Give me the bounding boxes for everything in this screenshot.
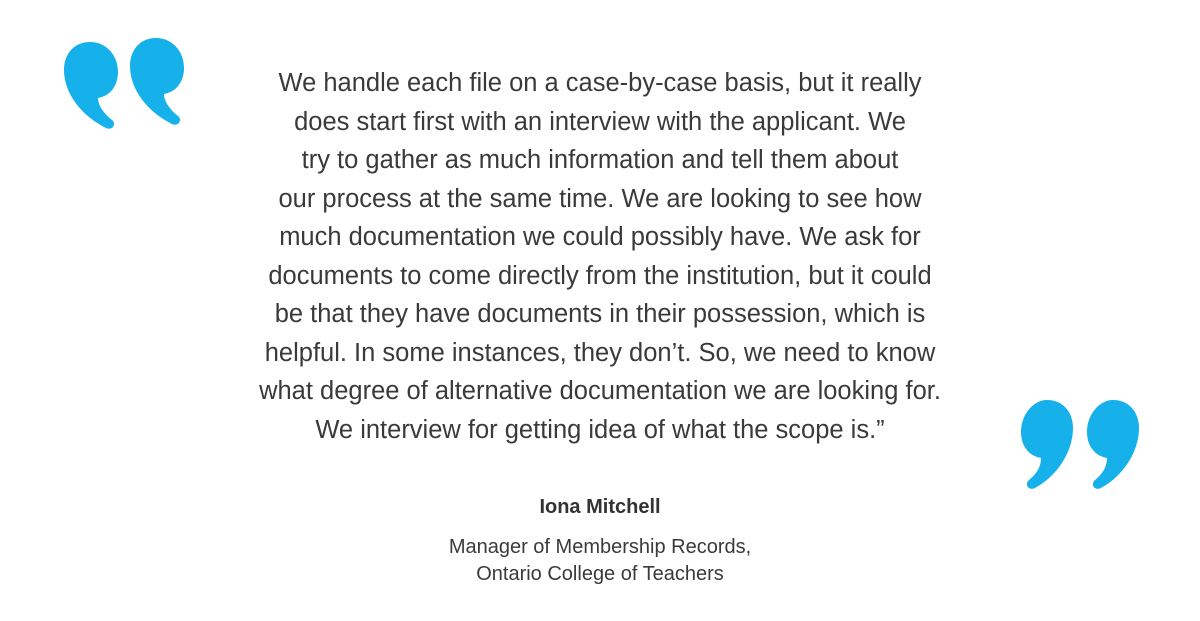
author-name: Iona Mitchell	[539, 496, 661, 518]
quote-line: what degree of alternative documentation we are looking for.	[259, 377, 941, 405]
quote-line: We interview for getting idea of what the scope is.”	[315, 415, 885, 444]
quote-line: our process at the same time. We are looking to see how	[278, 184, 922, 213]
close-quote-icon	[1019, 396, 1147, 496]
author-title-line-2: Ontario College of Teachers	[476, 563, 724, 585]
open-quote-icon	[60, 32, 188, 132]
quote-line: be that they have documents in their possession, which is	[274, 300, 926, 328]
quote-line: We handle each file on a case-by-case basis, but it really	[278, 69, 922, 97]
quote-line: does start first with an interview with the applicant. We	[294, 107, 906, 136]
attribution	[300, 494, 900, 588]
quote-line: documents to come directly from the institution, but it could	[268, 261, 932, 290]
quote-text	[170, 64, 1030, 449]
quote-line: try to gather as much information and tell them about	[301, 146, 899, 174]
quote-line: helpful. In some instances, they don’t. So, we need to know	[264, 338, 936, 367]
quote-line: much documentation we could possibly have. We ask for	[279, 223, 921, 251]
author-title-line-1: Manager of Membership Records,	[448, 536, 752, 558]
